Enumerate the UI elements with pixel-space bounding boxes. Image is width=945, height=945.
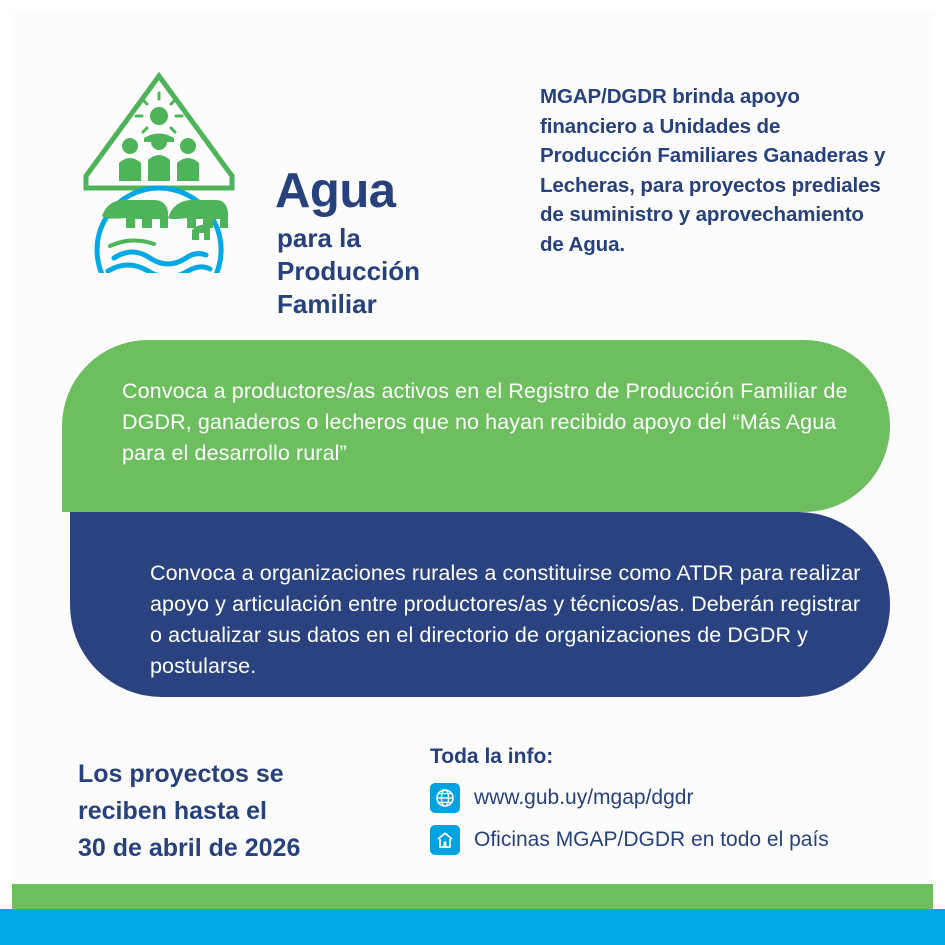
brand-subtitle-line2: Producción bbox=[277, 256, 421, 286]
callout-blue bbox=[70, 512, 890, 697]
brand-subtitle-line1: para la bbox=[277, 223, 361, 253]
callout-blue-text: Convoca a organizaciones rurales a constituirse como ATDR para realizar apoyo y articulación entre productores/as y técnicos/as. Deberán registrar o actualizar sus datos en el directorio de organizaciones de DGDR y postularse. bbox=[150, 561, 861, 678]
deadline-line1: Los proyectos se bbox=[78, 760, 284, 788]
website-link[interactable]: www.gub.uy/mgap/dgdr bbox=[474, 786, 694, 809]
deadline-line2: reciben hasta el bbox=[78, 797, 267, 825]
callout-green-text: Convoca a productores/as activos en el Registro de Producción Familiar de DGDR, ganaderos o lecheros que no hayan recibido apoyo del “Más Agua para el desarrollo rural” bbox=[122, 379, 848, 465]
footer-bar-blue bbox=[0, 909, 945, 945]
header bbox=[60, 62, 890, 319]
brand-subtitle-line3: Familiar bbox=[277, 289, 377, 319]
deadline-date: 30 de abril de 2026 bbox=[78, 834, 301, 862]
globe-icon bbox=[430, 783, 460, 813]
deadline-block bbox=[78, 756, 398, 867]
info-row-website[interactable] bbox=[430, 783, 900, 813]
brand-subtitle bbox=[277, 222, 557, 321]
info-block bbox=[430, 745, 900, 867]
header-description: MGAP/DGDR brinda apoyo financiero a Unidades de Producción Familiares Ganaderas y Lecheras, para proyectos prediales de suministro y aprovechamiento de Agua. bbox=[540, 85, 886, 256]
office-building-icon bbox=[430, 825, 460, 855]
info-title: Toda la info: bbox=[430, 745, 554, 768]
offices-label: Oficinas MGAP/DGDR en todo el país bbox=[474, 828, 829, 851]
callout-green bbox=[62, 340, 890, 512]
footer-bar-green bbox=[12, 884, 933, 909]
brand-title: Agua bbox=[275, 164, 396, 218]
info-row-offices bbox=[430, 825, 900, 855]
farm-house-water-logo-icon bbox=[72, 68, 247, 273]
